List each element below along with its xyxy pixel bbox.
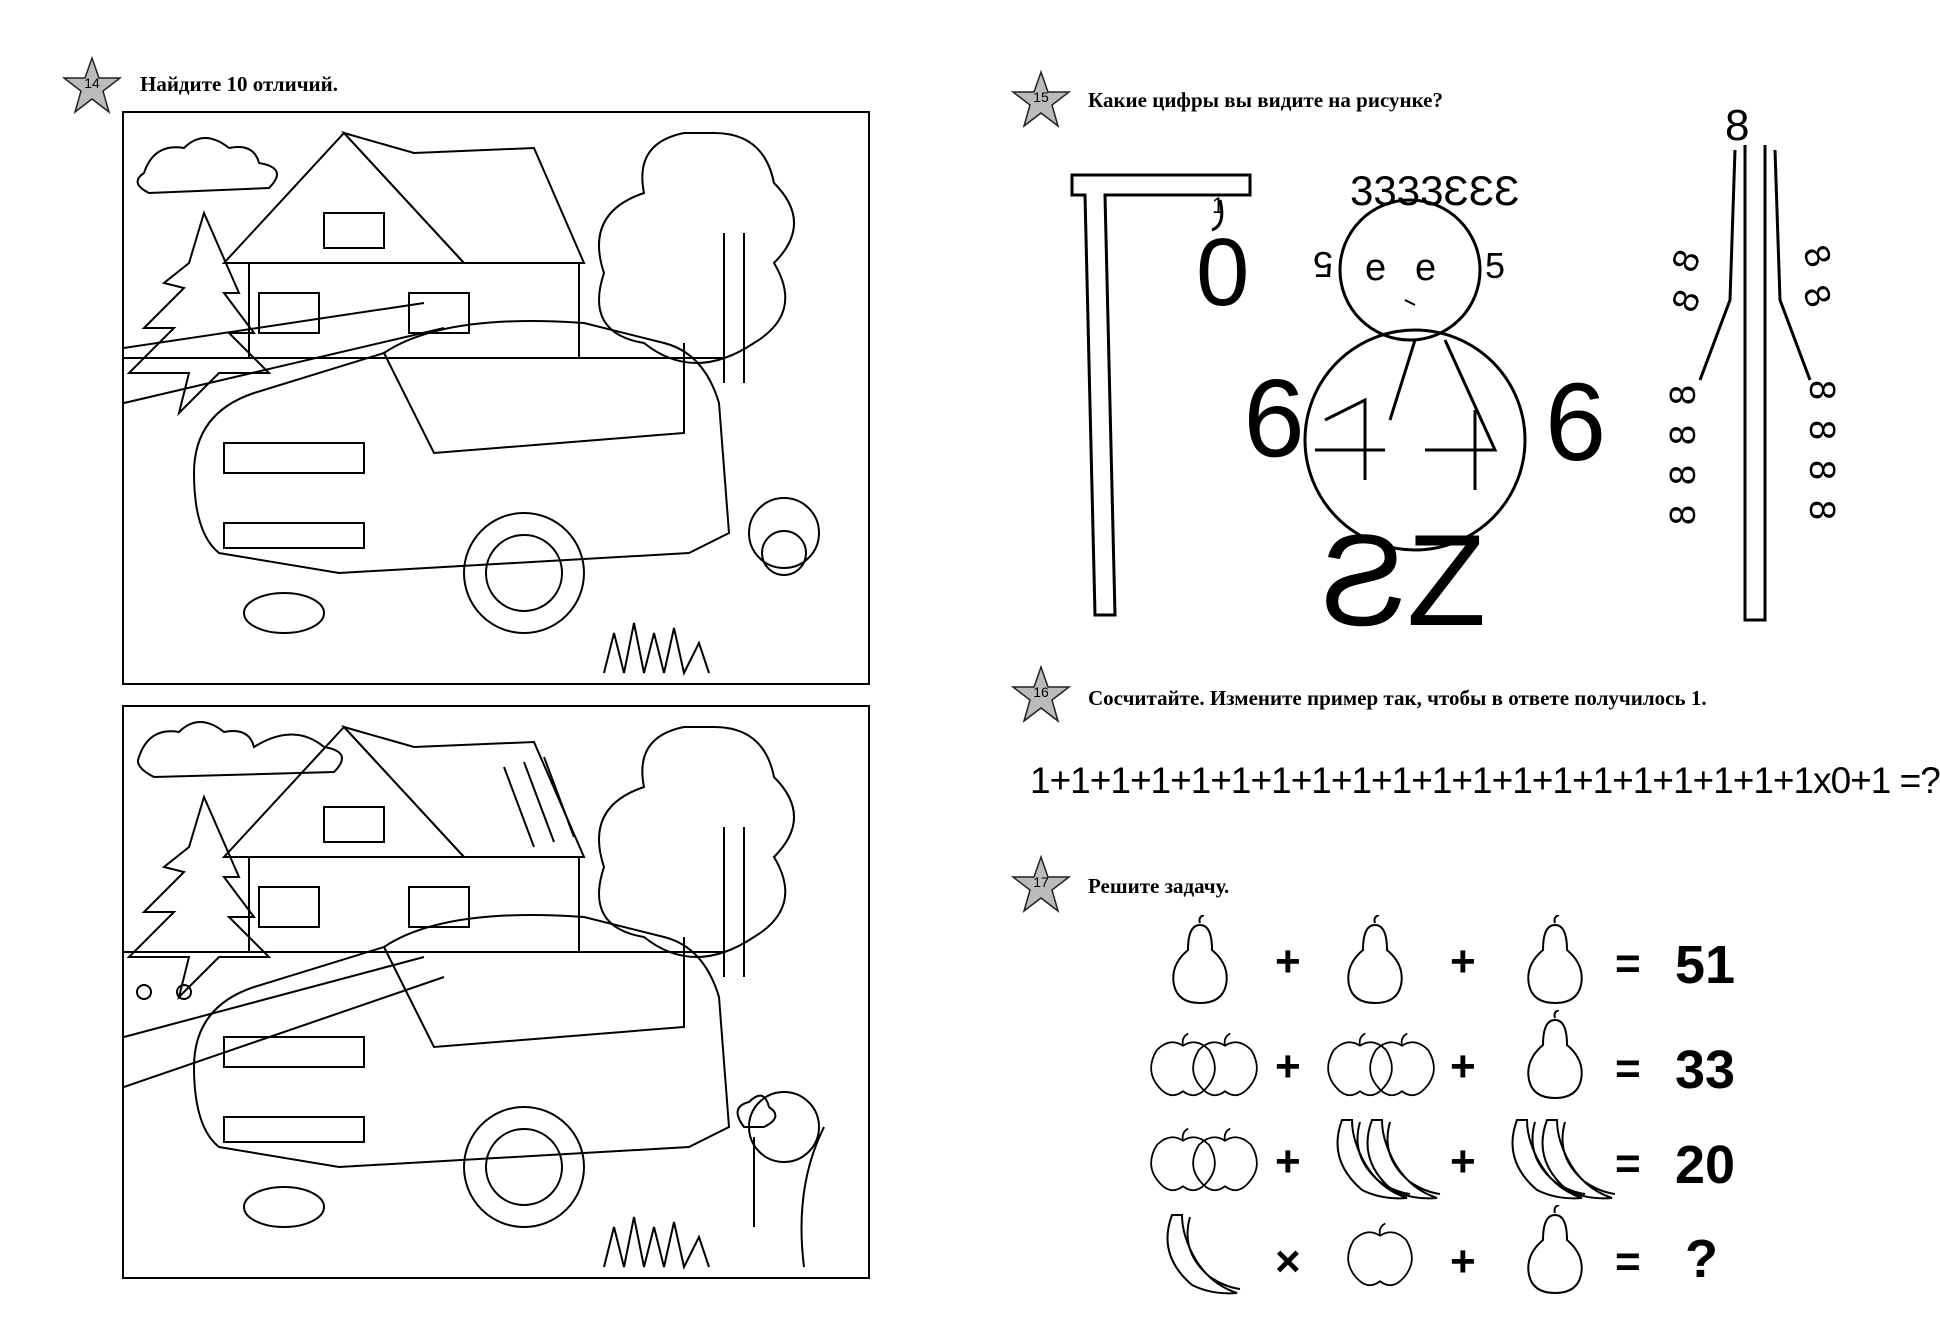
result-row-3: 20: [1675, 1135, 1736, 1195]
plus-sign: +: [1275, 1137, 1301, 1186]
plus-sign: +: [1450, 1137, 1476, 1186]
plus-sign: +: [1450, 1042, 1476, 1091]
times-sign: ×: [1275, 1237, 1301, 1286]
right-ear: 5: [1485, 245, 1506, 286]
difference-picture-top: [122, 111, 870, 685]
task-number-star-15: [1011, 70, 1071, 130]
svg-text:8: 8: [1662, 284, 1709, 317]
svg-text:8: 8: [1662, 244, 1709, 277]
plus-sign: +: [1450, 1237, 1476, 1286]
svg-text:8: 8: [1802, 460, 1843, 481]
equals-sign: =: [1615, 1237, 1641, 1286]
pear-icon: [1520, 915, 1590, 1005]
svg-text:8: 8: [1802, 420, 1843, 441]
house-car-illustration: [124, 707, 868, 1277]
svg-text:8: 8: [1662, 464, 1703, 485]
task-number: 16: [1033, 684, 1049, 700]
addition-equation: 1+1+1+1+1+1+1+1+1+1+1+1+1+1+1+1+1+1+1+1x0+1 =?: [1030, 760, 1940, 801]
pear-icon: [1520, 1010, 1590, 1100]
car-wheel: [464, 513, 584, 633]
task-number-star-17: [1011, 855, 1071, 915]
svg-text:8: 8: [1802, 380, 1843, 401]
left-ear: 5: [1312, 244, 1333, 285]
left-eye: e: [1365, 247, 1387, 289]
result-row-2: 33: [1675, 1040, 1736, 1100]
plus-sign: +: [1275, 937, 1301, 986]
legs-twos: ƧZ: [1320, 507, 1487, 653]
svg-text:8: 8: [1802, 500, 1843, 521]
task-14-title: Найдите 10 отличий.: [140, 72, 338, 96]
svg-text:8: 8: [1662, 384, 1703, 405]
task-number: 14: [84, 75, 100, 91]
pear-icon: [1340, 915, 1410, 1005]
banana-icon: [1535, 1110, 1625, 1200]
equals-sign: =: [1615, 1044, 1641, 1093]
house-wall: [249, 263, 579, 358]
digit-figure-plant: [1660, 100, 1843, 630]
cloud: [138, 722, 342, 777]
result-row-1: 51: [1675, 935, 1736, 995]
digit-figure-gallows: [1060, 165, 1260, 625]
pear-icon: [1520, 1205, 1590, 1295]
weight-digit: 0: [1196, 219, 1250, 326]
head: [1340, 200, 1480, 340]
house-wall: [249, 857, 579, 952]
equals-sign: =: [1615, 939, 1641, 988]
svg-text:8: 8: [1662, 424, 1703, 445]
deciduous-tree: [599, 727, 794, 957]
apple-icon: [1190, 1120, 1260, 1200]
svg-text:8: 8: [1794, 239, 1841, 273]
task-number-star-14: [62, 56, 122, 116]
task-number: 17: [1033, 874, 1049, 890]
apple-icon: [1367, 1025, 1437, 1105]
left-arm-nine: 9: [1243, 356, 1305, 479]
plus-sign: +: [1450, 937, 1476, 986]
task-15-title: Какие цифры вы видите на рисунке?: [1088, 88, 1443, 112]
pear-icon: [1165, 915, 1235, 1005]
apple-icon: [1345, 1215, 1415, 1295]
apple-icon: [1190, 1025, 1260, 1105]
house-car-illustration: [124, 113, 868, 683]
top-digit: 8: [1725, 101, 1750, 150]
task-17-title: Решите задачу.: [1088, 874, 1230, 898]
hair-curls: 3333ƐƐƐ: [1350, 167, 1520, 214]
deciduous-tree: [599, 133, 794, 363]
flower: [738, 1096, 776, 1227]
right-eye: e: [1415, 247, 1437, 289]
difference-picture-bottom: [122, 705, 870, 1279]
car-wheel: [464, 1107, 584, 1227]
grass: [604, 1127, 824, 1267]
banana-icon: [1360, 1110, 1450, 1200]
leaf-eights: [1662, 239, 1843, 525]
grass: [604, 623, 709, 673]
right-arm-six: 6: [1545, 361, 1607, 484]
plus-sign: +: [1275, 1042, 1301, 1091]
hook-digit: 1: [1212, 193, 1225, 218]
equals-sign: =: [1615, 1139, 1641, 1188]
task-16-title: Сосчитайте. Измените пример так, чтобы в ответе получилось 1.: [1088, 686, 1707, 710]
banana-icon: [1160, 1205, 1250, 1295]
task-number: 15: [1033, 89, 1049, 105]
svg-text:8: 8: [1794, 279, 1841, 313]
digit-figure-person: [1243, 160, 1625, 653]
task-number-star-16: [1011, 665, 1071, 725]
cloud: [138, 138, 277, 193]
svg-text:8: 8: [1662, 504, 1703, 525]
result-row-4: ?: [1685, 1229, 1718, 1289]
